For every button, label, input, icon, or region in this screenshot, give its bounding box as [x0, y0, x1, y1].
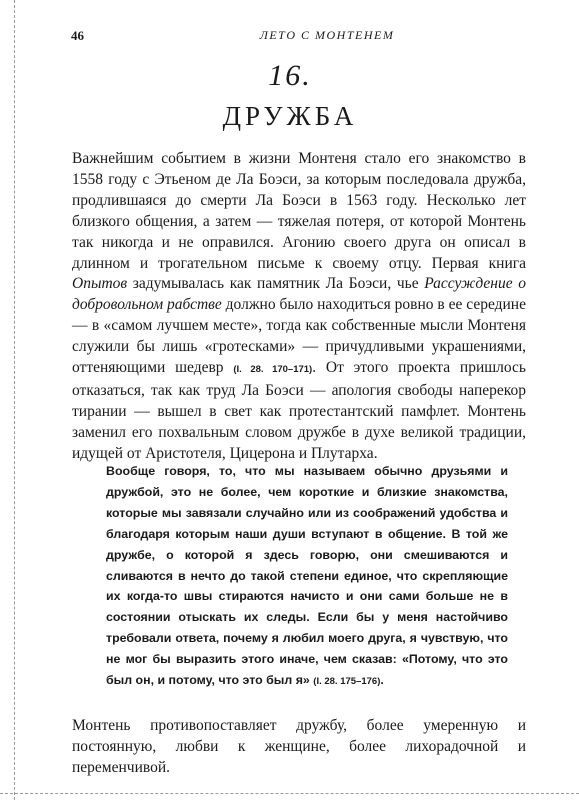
- quote-text: Вообще говоря, то, что мы называем обычно друзьями и дружбой, это не более, чем короткие и близкие знакомства, которые мы завязали случайно или из соображений удобства и благодаря которым наши души вступают в общение. В той же дружбе, о которой я здесь говорю, они смешиваются и сливаются в нечто до такой степени единое, что скрепляющие их когда-то швы стираются начисто и они сами больше не в состоянии отыскать их следы. Если бы у меня настойчиво требовали ответа, почему я любил моего друга, я чувствую, что не мог бы выразить этого иначе, чем сказав: «Потому, что это был он, и потому, что это был я»: [106, 464, 508, 688]
- citation-reference: (I. 28. 170–171): [233, 364, 313, 376]
- running-head: ЛЕТО С МОНТЕНЕМ: [259, 28, 395, 42]
- body-paragraph: [72, 149, 526, 465]
- paragraph-text: . От этого проекта пришлось отказаться, так как труд Ла Боэси — апология свободы наперекор тирании — вышел в свет как протестантский памфлет. Монтень заменил его похвальным словом дружбе в духе великой традиции, идущей от Аристотеля, Цицерона и Плутарха.: [72, 359, 526, 462]
- book-title-discourse: Рассуждение о добровольном рабстве: [72, 275, 526, 314]
- bottom-dashed-rule: [0, 793, 579, 794]
- paragraph-text: Важнейшим событием в жизни Монтеня стало его знакомство в 1558 году с Этьеном де Ла Боэси, за которым последовала дружба, продлившаяся до смерти Ла Боэси в 1563 году. Несколько лет близкого общения, а затем — тяжелая потеря, от которой Монтень так никогда и не оправился. Агонию своего друга он описал в длинном и трогательном письме к своему отцу. Первая книга: [72, 150, 526, 272]
- quote-end-punctuation: .: [380, 673, 384, 688]
- left-margin-dashed-rule: [14, 0, 15, 800]
- paragraph-text: задумывалась как памятник Ла Боэси, чье: [127, 275, 425, 293]
- page-number: 46: [71, 28, 84, 43]
- chapter-number: 16.: [268, 59, 312, 92]
- closing-paragraph: Монтень противопоставляет дружбу, более умеренную и постоянную, любви к женщине, более лихорадочной и переменчивой.: [72, 717, 526, 776]
- chapter-title: ДРУЖБА: [222, 101, 358, 131]
- paragraph-text: должно было находиться ровно в ее середине — в «самом лучшем месте», тогда как собственные мысли Монтеня служили бы лишь «гротесками» — причудливыми украшениями, оттеняющими шедевр: [72, 296, 526, 377]
- quote-citation-reference: (I. 28. 175–176): [313, 676, 381, 688]
- block-quote: [106, 461, 508, 693]
- book-title-essays: Опытов: [72, 275, 128, 293]
